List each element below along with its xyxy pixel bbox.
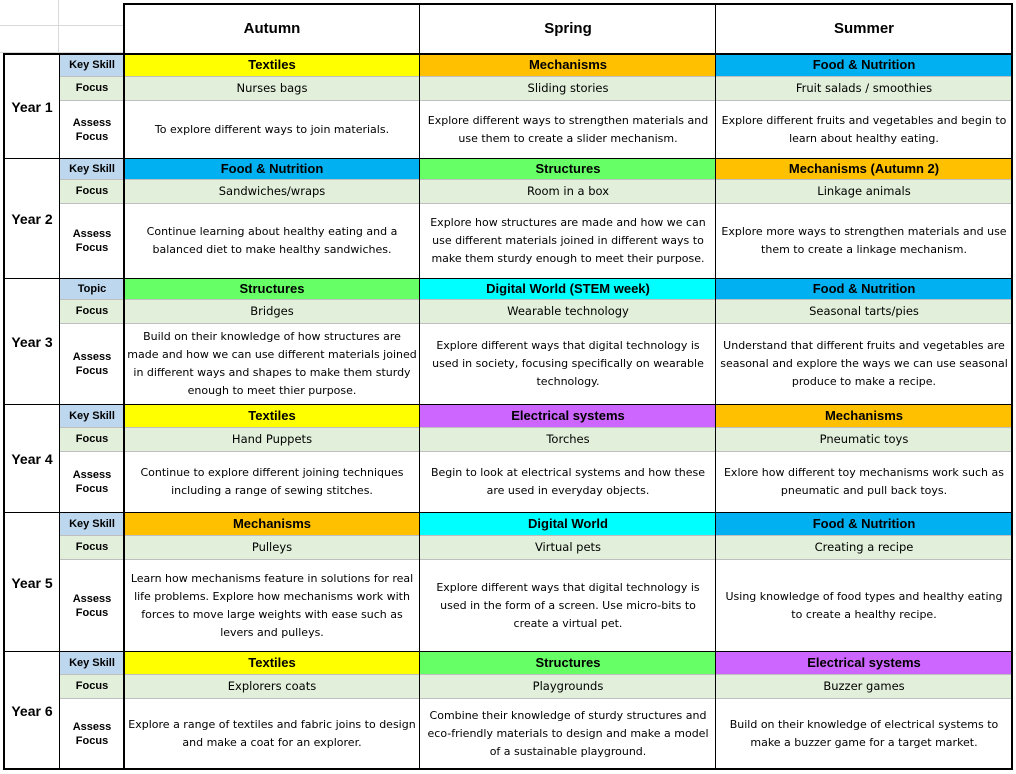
row-label-assess-focus[interactable]: Assess Focus: [60, 698, 124, 769]
cell-divider: [60, 698, 1012, 699]
cell-divider: [60, 427, 1012, 428]
assess-focus-cell[interactable]: Explore how structures are made and how we can use different materials joined in different ways to make them sturdy enough to meet their purpose.: [420, 203, 716, 279]
column-border: [59, 53, 60, 770]
focus-cell[interactable]: Explorers coats: [124, 674, 420, 698]
key-skill-cell[interactable]: Food & Nutrition: [124, 159, 420, 179]
focus-cell[interactable]: Linkage animals: [716, 179, 1012, 203]
column-border: [715, 3, 716, 770]
cell-divider: [60, 451, 1012, 452]
assess-focus-cell[interactable]: Explore more ways to strengthen materials and use them to create a linkage mechanism.: [716, 203, 1012, 279]
cell-divider: [60, 76, 1012, 77]
row-label-key-skill[interactable]: Key Skill: [60, 652, 124, 674]
assess-focus-cell[interactable]: Understand that different fruits and vegetables are seasonal and explore the ways we can use seasonal produce to make a recipe.: [716, 323, 1012, 405]
assess-focus-cell[interactable]: Explore a range of textiles and fabric joins to design and make a coat for an explorer.: [124, 698, 420, 769]
row-label-assess-focus[interactable]: Assess Focus: [60, 100, 124, 159]
header-autumn[interactable]: Autumn: [243, 19, 301, 37]
assess-focus-cell[interactable]: Learn how mechanisms feature in solutions for real life problems. Explore how mechanisms work with forces to move large weights with ease such as levers and pulleys.: [124, 559, 420, 652]
row-label-key-skill[interactable]: Key Skill: [60, 54, 124, 76]
key-skill-cell[interactable]: Electrical systems: [420, 405, 716, 427]
header-border: [4, 53, 1013, 55]
assess-focus-cell[interactable]: Build on their knowledge of how structures are made and how we can use different materials joined in different ways and shapes to make them sturdy enough to meet thier purpose.: [124, 323, 420, 405]
key-skill-cell[interactable]: Textiles: [124, 54, 420, 76]
assess-focus-cell[interactable]: Combine their knowledge of sturdy structures and eco-friendly materials to design and make a model of a sustainable playground.: [420, 698, 716, 769]
row-label-assess-focus[interactable]: Assess Focus: [60, 323, 124, 405]
focus-cell[interactable]: Pulleys: [124, 535, 420, 559]
row-label-focus[interactable]: Focus: [60, 179, 124, 203]
assess-focus-cell[interactable]: Continue to explore different joining techniques including a range of sewing stitches.: [124, 451, 420, 513]
focus-cell[interactable]: Creating a recipe: [716, 535, 1012, 559]
key-skill-cell[interactable]: Mechanisms: [716, 405, 1012, 427]
row-label-assess-focus[interactable]: Assess Focus: [60, 203, 124, 279]
row-label-key-skill[interactable]: Key Skill: [60, 405, 124, 427]
gridline: [58, 0, 59, 54]
assess-focus-cell[interactable]: Build on their knowledge of electrical systems to make a buzzer game for a target market.: [716, 698, 1012, 769]
header-border: [123, 3, 1013, 5]
focus-cell[interactable]: Seasonal tarts/pies: [716, 299, 1012, 323]
row-label-assess-focus[interactable]: Assess Focus: [60, 559, 124, 652]
header-spring[interactable]: Spring: [544, 19, 592, 37]
row-label-assess-focus[interactable]: Assess Focus: [60, 451, 124, 513]
key-skill-cell[interactable]: Electrical systems: [716, 652, 1012, 674]
assess-focus-cell[interactable]: Explore different fruits and vegetables and begin to learn about healthy eating.: [716, 100, 1012, 159]
assess-focus-cell[interactable]: Using knowledge of food types and healthy eating to create a healthy recipe.: [716, 559, 1012, 652]
focus-cell[interactable]: Playgrounds: [420, 674, 716, 698]
assess-focus-cell[interactable]: Exlore how different toy mechanisms work such as pneumatic and pull back toys.: [716, 451, 1012, 513]
assess-focus-cell[interactable]: To explore different ways to join materials.: [124, 100, 420, 159]
focus-cell[interactable]: Torches: [420, 427, 716, 451]
key-skill-cell[interactable]: Digital World (STEM week): [420, 279, 716, 299]
cell-divider: [60, 100, 1012, 101]
focus-cell[interactable]: Sliding stories: [420, 76, 716, 100]
row-label-key-skill[interactable]: Key Skill: [60, 159, 124, 179]
year-label[interactable]: Year 4: [4, 405, 60, 513]
year-label[interactable]: Year 3: [4, 279, 60, 405]
header-summer[interactable]: Summer: [833, 19, 895, 37]
focus-cell[interactable]: Hand Puppets: [124, 427, 420, 451]
assess-focus-cell[interactable]: Explore different ways that digital technology is used in the form of a screen. Use micro-bits to create a virtual pet.: [420, 559, 716, 652]
cell-divider: [60, 535, 1012, 536]
row-label-focus[interactable]: Focus: [60, 674, 124, 698]
row-label-focus[interactable]: Focus: [60, 299, 124, 323]
row-label-focus[interactable]: Focus: [60, 76, 124, 100]
row-label-focus[interactable]: Focus: [60, 535, 124, 559]
focus-cell[interactable]: Buzzer games: [716, 674, 1012, 698]
key-skill-cell[interactable]: Structures: [124, 279, 420, 299]
key-skill-cell[interactable]: Textiles: [124, 652, 420, 674]
row-label-focus[interactable]: Focus: [60, 427, 124, 451]
key-skill-cell[interactable]: Mechanisms: [420, 54, 716, 76]
year-label[interactable]: Year 2: [4, 159, 60, 279]
focus-cell[interactable]: Pneumatic toys: [716, 427, 1012, 451]
focus-cell[interactable]: Wearable technology: [420, 299, 716, 323]
key-skill-cell[interactable]: Mechanisms: [124, 513, 420, 535]
assess-focus-cell[interactable]: Explore different ways to strengthen materials and use them to create a slider mechanism.: [420, 100, 716, 159]
focus-cell[interactable]: Sandwiches/wraps: [124, 179, 420, 203]
key-skill-cell[interactable]: Mechanisms (Autumn 2): [716, 159, 1012, 179]
key-skill-cell[interactable]: Textiles: [124, 405, 420, 427]
column-border: [419, 3, 420, 770]
assess-focus-cell[interactable]: Explore different ways that digital technology is used in society, focusing specifically on wearable technology.: [420, 323, 716, 405]
assess-focus-cell[interactable]: Begin to look at electrical systems and how these are used in everyday objects.: [420, 451, 716, 513]
key-skill-cell[interactable]: Food & Nutrition: [716, 54, 1012, 76]
year-label[interactable]: Year 5: [4, 513, 60, 652]
key-skill-cell[interactable]: Digital World: [420, 513, 716, 535]
key-skill-cell[interactable]: Structures: [420, 652, 716, 674]
focus-cell[interactable]: Bridges: [124, 299, 420, 323]
column-border: [1011, 3, 1013, 770]
column-border: [123, 3, 125, 770]
row-label-key-skill[interactable]: Topic: [60, 279, 124, 299]
key-skill-cell[interactable]: Food & Nutrition: [716, 279, 1012, 299]
cell-divider: [60, 559, 1012, 560]
cell-divider: [60, 179, 1012, 180]
key-skill-cell[interactable]: Food & Nutrition: [716, 513, 1012, 535]
gridline: [0, 25, 124, 26]
row-label-key-skill[interactable]: Key Skill: [60, 513, 124, 535]
column-border: [3, 53, 5, 770]
focus-cell[interactable]: Room in a box: [420, 179, 716, 203]
key-skill-cell[interactable]: Structures: [420, 159, 716, 179]
focus-cell[interactable]: Nurses bags: [124, 76, 420, 100]
year-label[interactable]: Year 6: [4, 652, 60, 769]
focus-cell[interactable]: Fruit salads / smoothies: [716, 76, 1012, 100]
cell-divider: [60, 299, 1012, 300]
focus-cell[interactable]: Virtual pets: [420, 535, 716, 559]
cell-divider: [60, 674, 1012, 675]
assess-focus-cell[interactable]: Continue learning about healthy eating and a balanced diet to make healthy sandwiches.: [124, 203, 420, 279]
cell-divider: [60, 203, 1012, 204]
cell-divider: [60, 323, 1012, 324]
year-border: [4, 768, 1012, 770]
year-label[interactable]: Year 1: [4, 54, 60, 159]
